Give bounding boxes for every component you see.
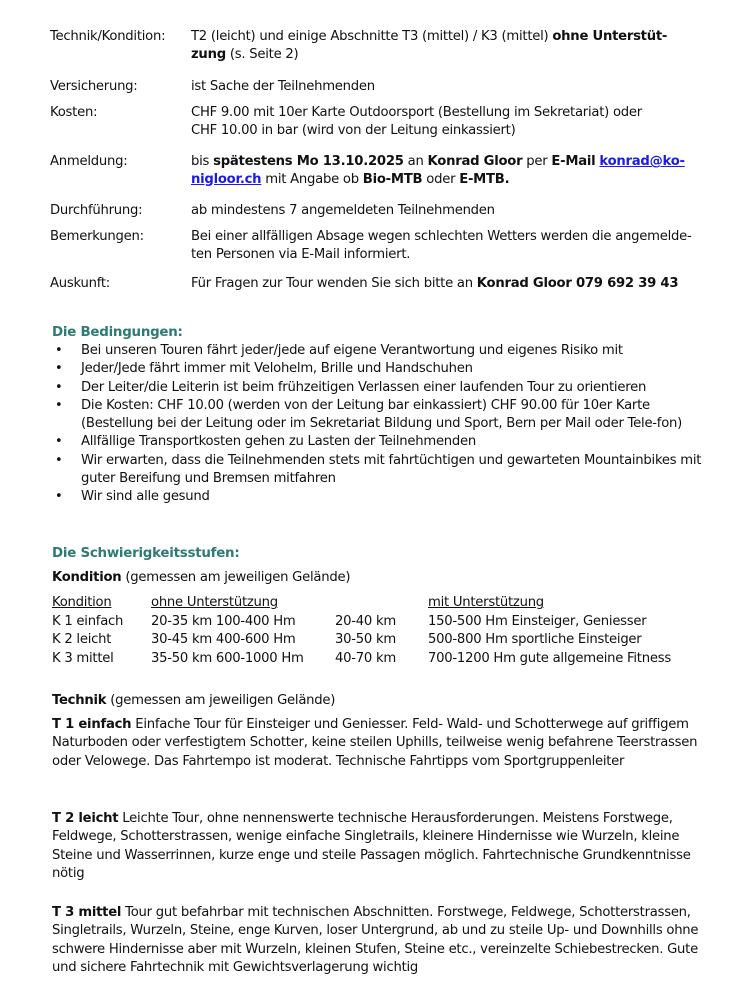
kondition-table (52, 594, 722, 668)
info-value: bis spätestens Mo 13.10.2025 an Konrad Gloor per E-Mail konrad@ko- nigloor.ch mit Angabe ob Bio-MTB oder E-MTB. (191, 154, 685, 187)
list-item: • Wir sind alle gesund (50, 488, 720, 506)
list-item: • Der Leiter/die Leiterin ist beim frühzeitigen Verlassen einer laufenden Tour zu orientieren (50, 379, 720, 397)
list-item: • Die Kosten: CHF 10.00 (werden von der Leitung bar einkassiert) CHF 90.00 für 10er Karte (Bestellung bei der Leitung oder im Sekretariat Bildung und Sport, Bern per Mail oder Tele-fon) (50, 397, 720, 434)
email-link-continued[interactable]: nigloor.ch (191, 171, 262, 187)
kondition-subheading: Kondition (gemessen am jeweiligen Gelände) (52, 570, 351, 585)
technik-level-t3: T 3 mittel Tour gut befahrbar mit technischen Abschnitten. Forstwege, Feldwege, Schotterstrassen, Singletrails, Wurzeln, Steine, enge Kurven, loser Untergrund, ab und zu steile Up- und Downhills ohne schwere Hindernisse aber mit Wurzeln, kleinen Stufen, Steine etc., vereinzelte Schiebestrecken. Gute und sichere Fahrtechnik mit Gewichtsverlagerung wichtig (52, 905, 699, 975)
column-header: ohne Unterstützung (151, 595, 278, 610)
list-item: • Bei unseren Touren fährt jeder/jede auf eigene Verantwortung und eigenes Risiko mit (50, 342, 720, 360)
conditions-heading: Die Bedingungen: (52, 325, 183, 340)
info-label: Anmeldung: (50, 154, 128, 169)
info-label: Versicherung: (50, 79, 138, 94)
list-item: • Wir erwarten, dass die Teilnehmenden stets mit fahrtüchtigen und gewarteten Mountainbikes mit guter Bereifung und Bremsen mitfahren (50, 452, 720, 489)
info-value: ab mindestens 7 angemeldeten Teilnehmenden (191, 203, 495, 218)
column-header: mit Unterstützung (428, 595, 544, 610)
info-label: Auskunft: (50, 276, 110, 291)
list-item: • Allfällige Transportkosten gehen zu Lasten der Teilnehmenden (50, 433, 720, 451)
info-label: Technik/Kondition: (50, 29, 166, 44)
table-row: K 3 mittel 35-50 km 600-1000 Hm 40-70 km 700-1200 Hm gute allgemeine Fitness (52, 650, 671, 666)
email-link[interactable]: konrad@ko- (599, 154, 685, 169)
info-value: ist Sache der Teilnehmenden (191, 79, 375, 94)
conditions-list (50, 342, 720, 507)
info-label: Durchführung: (50, 203, 143, 218)
info-label: Bemerkungen: (50, 229, 144, 244)
technik-subheading: Technik (gemessen am jeweiligen Gelände) (52, 693, 336, 708)
column-header: Kondition (52, 595, 112, 610)
table-row: K 2 leicht 30-45 km 400-600 Hm 30-50 km 500-800 Hm sportliche Einsteiger (52, 632, 642, 647)
info-label: Kosten: (50, 105, 98, 120)
technik-level-t1: T 1 einfach Einfache Tour für Einsteiger und Geniesser. Feld- Wald- und Schotterwege auf griffigem Naturboden oder verfestigtem Schotter, keine steilen Uphills, teilweise wenig befahrene Teerstrassen oder Velowege. Das Fahrtempo ist moderat. Technische Fahrtipps vom Sportgruppenleiter (52, 717, 698, 769)
list-item: • Jeder/Jede fährt immer mit Velohelm, Brille und Handschuhen (50, 360, 720, 378)
info-value: CHF 9.00 mit 10er Karte Outdoorsport (Bestellung im Sekretariat) oder CHF 10.00 in bar (wird von der Leitung einkassiert) (191, 105, 642, 138)
info-value: T2 (leicht) und einige Abschnitte T3 (mittel) / K3 (mittel) ohne Unterstüt- zung (s. Seite 2) (191, 29, 668, 62)
technik-level-t2: T 2 leicht Leichte Tour, ohne nennenswerte technische Herausforderungen. Meistens Forstwege, Feldwege, Schotterstrassen, wenige einfache Singletrails, kleinere Hindernisse wie Wurzeln, kleine Steine und Wasserrinnen, kurze enge und steile Passagen möglich. Fahrtechnische Grundkenntnisse nötig (52, 811, 691, 881)
table-row: K 1 einfach 20-35 km 100-400 Hm 20-40 km 150-500 Hm Einsteiger, Geniesser (52, 613, 647, 629)
table-header-row (52, 594, 722, 613)
info-value: Für Fragen zur Tour wenden Sie sich bitte an Konrad Gloor 079 692 39 43 (191, 276, 679, 291)
info-value: Bei einer allfälligen Absage wegen schlechten Wetters werden die angemelde- ten Personen via E-Mail informiert. (191, 229, 692, 262)
levels-heading: Die Schwierigkeitsstufen: (52, 546, 240, 561)
